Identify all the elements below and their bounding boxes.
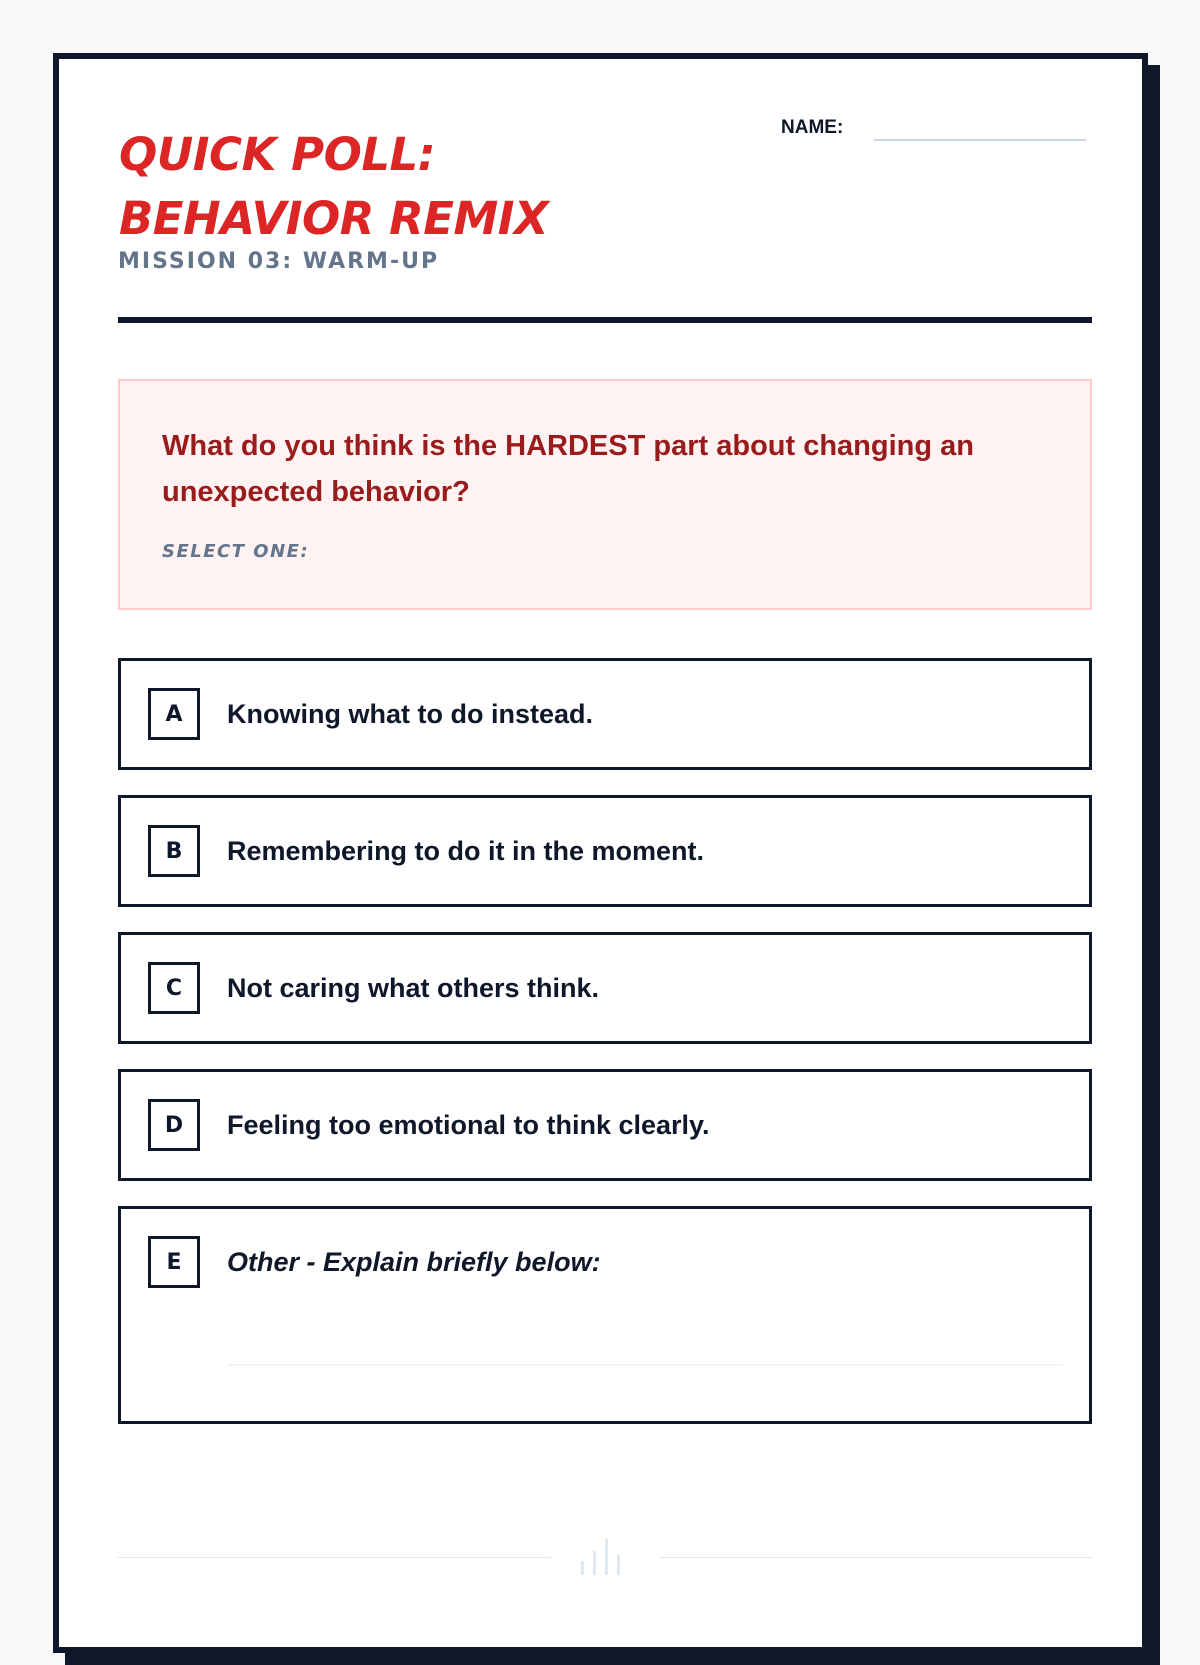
option-a[interactable] bbox=[118, 658, 1092, 770]
footer-divider-left bbox=[118, 1557, 551, 1558]
footer-divider-right bbox=[659, 1557, 1092, 1558]
question-box bbox=[118, 379, 1092, 610]
option-c-label: Not caring what others think. bbox=[227, 972, 600, 1003]
mission-subtitle: MISSION 03: WARM-UP bbox=[118, 249, 440, 274]
name-label: NAME: bbox=[781, 117, 844, 138]
option-e-checkbox[interactable]: E bbox=[148, 1236, 200, 1288]
option-d-label: Feeling too emotional to think clearly. bbox=[227, 1109, 710, 1140]
option-b[interactable] bbox=[118, 795, 1092, 907]
option-e[interactable] bbox=[118, 1206, 1092, 1424]
option-e-label: Other - Explain briefly below: bbox=[227, 1246, 601, 1277]
option-a-checkbox[interactable]: A bbox=[148, 688, 200, 740]
option-c[interactable] bbox=[118, 932, 1092, 1044]
title-line-2: BEHAVIOR REMIX bbox=[119, 192, 549, 245]
other-answer-field[interactable] bbox=[227, 1364, 1063, 1366]
page-title bbox=[119, 123, 548, 251]
header-divider bbox=[118, 317, 1092, 323]
select-instruction: SELECT ONE: bbox=[162, 541, 310, 562]
worksheet bbox=[53, 53, 1148, 1653]
bar-chart-icon bbox=[571, 1529, 641, 1579]
question-text: What do you think is the HARDEST part about changing an unexpected behavior? bbox=[162, 430, 974, 508]
option-b-checkbox[interactable]: B bbox=[148, 825, 200, 877]
option-d-checkbox[interactable]: D bbox=[148, 1099, 200, 1151]
option-b-label: Remembering to do it in the moment. bbox=[227, 835, 705, 866]
option-d[interactable] bbox=[118, 1069, 1092, 1181]
title-line-1: QUICK POLL: bbox=[119, 128, 436, 181]
name-field[interactable] bbox=[874, 139, 1086, 141]
option-c-checkbox[interactable]: C bbox=[148, 962, 200, 1014]
option-a-label: Knowing what to do instead. bbox=[227, 698, 593, 729]
